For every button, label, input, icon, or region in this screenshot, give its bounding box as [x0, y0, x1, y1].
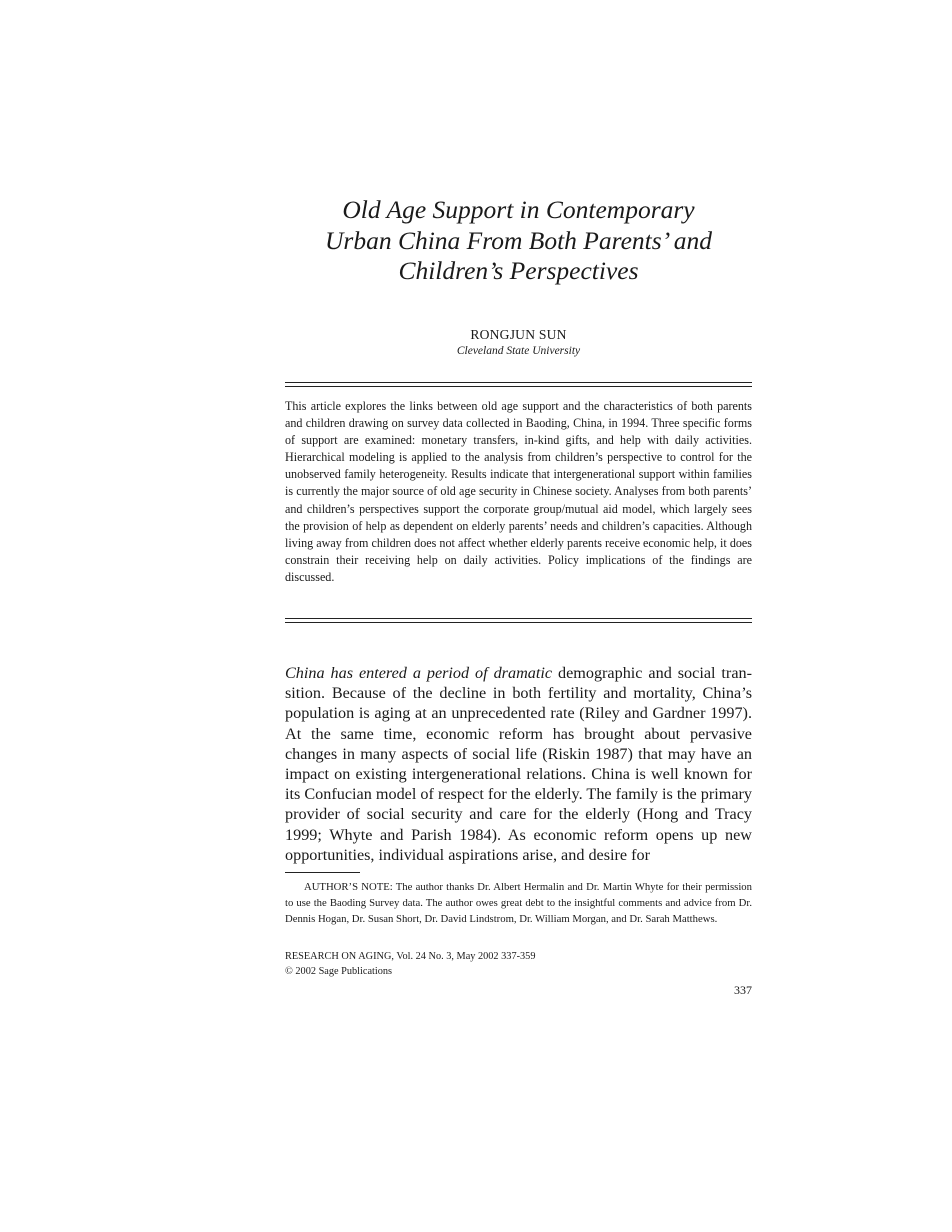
title-line: Old Age Support in Contemporary: [342, 195, 695, 224]
page-number: 337: [734, 983, 752, 997]
author-name: RONGJUN SUN: [470, 327, 567, 342]
journal-citation: RESEARCH ON AGING, Vol. 24 No. 3, May 2002 337-359: [285, 951, 536, 962]
abstract-text: This article explores the links between old age support and the characteristics of both parents and children drawing on survey data collected in Baoding, China, in 1994. Three specific forms of support are examined: monetary transfers, in-kind gifts, and help with daily activities. Hierarchical modeling is applied to the analysis from children’s perspective to control for the unobserved family heterogeneity. Results indicate that intergenerational support within families is currently the major source of old age security in Chinese society. Analyses from both parents’ and children’s perspectives support the corporate group/mutual aid model, which largely sees the provision of help as dependent on elderly parents’ needs and children’s capacities. Although living away from children does not affect whether elderly parents receive economic help, it does constrain their receiving help on daily activities. Policy implications of the findings are discussed.: [285, 399, 752, 584]
abstract-bottom-rule: [285, 618, 752, 623]
body-lead-italic: China has entered a period of dramatic: [285, 664, 553, 682]
title-line: Children’s Perspectives: [398, 256, 639, 285]
body-paragraph: [285, 663, 752, 865]
author-affiliation: Cleveland State University: [456, 345, 581, 357]
copyright-line: © 2002 Sage Publications: [285, 965, 393, 977]
abstract-top-rule: [285, 382, 752, 387]
authors-note: AUTHOR’S NOTE: The author thanks Dr. Albert Hermalin and Dr. Martin Whyte for their permission to use the Baoding Survey data. The author owes great debt to the insightful comments and advice from Dr. Dennis Hogan, Dr. Susan Short, Dr. David Lindstrom, Dr. William Morgan, and Dr. Sarah Matthews.: [285, 881, 752, 925]
body-continuation: demographic and social transition. Because of the decline in both fertility and mortality, China’s population is aging at an unprecedented rate (Riley and Gardner 1997). At the same time, economic reform has brought about pervasive changes in many aspects of social life (Riskin 1987) that may have an impact on existing intergenerational relations. China is well known for its Confucian model of respect for the elderly. The family is the primary provider of social security and care for the elderly (Hong and Tracy 1999; Whyte and Parish 1984). As economic reform opens up new opportunities, individual aspirations arise, and desire for: [285, 664, 752, 864]
journal-info: [285, 950, 752, 979]
footnote-rule: [285, 872, 360, 873]
title-line: Urban China From Both Parents’ and: [325, 225, 712, 255]
article-title: [285, 195, 752, 287]
